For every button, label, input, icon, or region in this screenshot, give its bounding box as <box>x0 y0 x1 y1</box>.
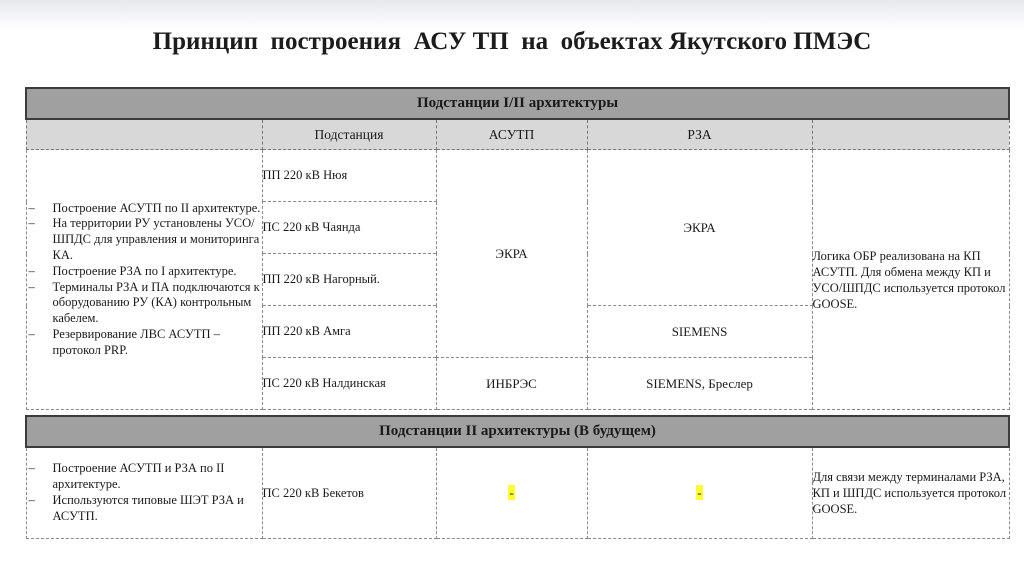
rza-amga-cell: SIEMENS <box>587 306 812 358</box>
substation-cell: ПП 220 кВ Нагорный. <box>262 254 436 306</box>
section1-description <box>26 150 262 410</box>
column-header-row <box>26 119 1009 150</box>
highlight-mark: - <box>697 485 702 500</box>
rza-last-cell: SIEMENS, Бреслер <box>587 358 812 410</box>
substation-cell: ПП 220 кВ Нюя <box>262 150 436 202</box>
section2-description <box>26 447 262 539</box>
list-item: – Построение РЗА по I архитектуре. <box>28 263 237 278</box>
section1-header: Подстанции I/II архитектуры <box>26 88 1009 119</box>
section2-note: Для связи между терминалами РЗА, КП и ШПДС используется протокол GOOSE. <box>812 447 1009 539</box>
substation-cell: ПС 220 кВ Налдинская <box>262 358 436 410</box>
list-item: – Построение АСУТП и РЗА по II архитектуре. <box>28 461 225 492</box>
table-row <box>26 150 1009 202</box>
highlight-mark: - <box>509 485 514 500</box>
substation-cell: ПС 220 кВ Чаянда <box>262 202 436 254</box>
section1-header-row <box>26 88 1009 119</box>
list-item: – Резервирование ЛВС АСУТП – протокол PRP. <box>28 326 220 357</box>
asutp-group-cell: ЭКРА <box>436 150 587 358</box>
table-row <box>26 447 1009 539</box>
list-item: – Терминалы РЗА и ПА подключаются к оборудованию РУ (КА) контрольным кабелем. <box>28 279 260 326</box>
section2-header-row <box>26 416 1009 447</box>
col-header-substation: Подстанция <box>262 119 436 150</box>
substation-cell: ПП 220 кВ Амга <box>262 306 436 358</box>
col-header-rza: РЗА <box>587 119 812 150</box>
architecture-table <box>25 87 1010 539</box>
section2-header: Подстанции II архитектуры (В будущем) <box>26 416 1009 447</box>
rza-group-cell: ЭКРА <box>587 150 812 306</box>
asutp-last-cell: ИНБРЭС <box>436 358 587 410</box>
list-item: – Используются типовые ШЭТ РЗА и АСУТП. <box>28 493 244 523</box>
substation-cell: ПС 220 кВ Бекетов <box>262 447 436 539</box>
rza-future-cell <box>587 447 812 539</box>
section1-note: Логика ОБР реализована на КП АСУТП. Для обмена между КП и УСО/ШПДС используется протокол GOOSE. <box>812 150 1009 410</box>
asutp-future-cell <box>436 447 587 539</box>
col-header-empty-1 <box>26 119 262 150</box>
col-header-empty-2 <box>812 119 1009 150</box>
col-header-asutp: АСУТП <box>436 119 587 150</box>
top-gradient <box>0 0 1024 30</box>
list-item: – Построение АСУТП по II архитектуре. <box>28 200 261 215</box>
list-item: – На территории РУ установлены УСО/ШПДС для управления и мониторинга КА. <box>28 216 260 262</box>
slide-title: Принцип построения АСУ ТП на объектах Якутского ПМЭС <box>152 28 872 55</box>
